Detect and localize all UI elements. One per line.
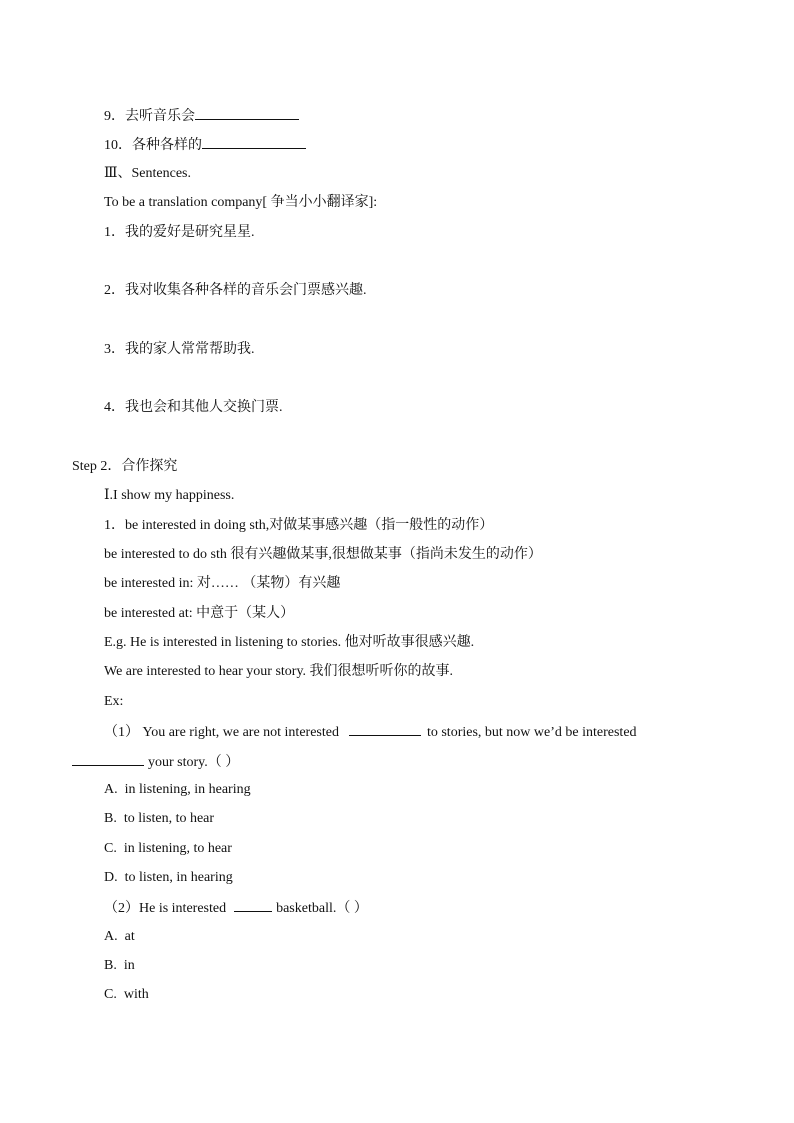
option-c[interactable] <box>104 839 232 859</box>
exercise-label: Ex: <box>104 694 124 709</box>
option-letter: C. <box>104 841 117 856</box>
option-text: with <box>123 987 149 1002</box>
option-letter: B. <box>104 811 117 826</box>
option-text: in listening, in hearing <box>124 782 251 797</box>
sentence-number: 2 <box>104 283 111 298</box>
option-a[interactable] <box>104 780 251 800</box>
sentence-item: 3．我的家人常常帮助我. <box>104 342 255 357</box>
vocab-text: 各种各样的 <box>132 138 202 153</box>
option-letter: D. <box>104 870 118 885</box>
sentence-number: 3 <box>104 342 111 357</box>
vocab-item-9: 9．去听音乐会 <box>104 105 299 127</box>
sentence-number: 1 <box>104 225 111 240</box>
answer-blank[interactable] <box>349 721 421 736</box>
grammar-point: be interested in: 对…… （某物）有兴趣 <box>104 576 341 591</box>
option-letter: A. <box>104 782 118 797</box>
sub-heading: Ⅰ.I show my happiness. <box>104 488 235 503</box>
sentence-number: 4 <box>104 400 111 415</box>
option-text: to listen, in hearing <box>124 870 233 885</box>
sentence-text: 我也会和其他人交换门票. <box>125 400 283 415</box>
vocab-item-10: 10．各种各样的 <box>104 134 306 156</box>
sentence-text: 我的爱好是研究星星. <box>125 225 255 240</box>
option-letter: C. <box>104 987 117 1002</box>
answer-blank[interactable] <box>72 751 144 766</box>
option-text: at <box>124 929 135 944</box>
option-b[interactable] <box>104 956 135 976</box>
answer-blank[interactable] <box>202 134 306 149</box>
vocab-number: 9 <box>104 109 111 124</box>
grammar-point: be interested at: 中意于（某人） <box>104 606 295 621</box>
answer-blank[interactable] <box>234 897 272 912</box>
section-intro: To be a translation company[ 争当小小翻译家]: <box>104 195 378 210</box>
sentence-item: 1．我的爱好是研究星星. <box>104 225 255 240</box>
step-heading: Step 2．合作探究 <box>72 459 178 474</box>
question-text: （2）He is interested <box>104 901 227 916</box>
option-text: in listening, to hear <box>123 841 232 856</box>
option-letter: A. <box>104 929 118 944</box>
option-b[interactable] <box>104 809 214 829</box>
option-c[interactable] <box>104 985 149 1005</box>
sentence-text: 我对收集各种各样的音乐会门票感兴趣. <box>125 283 367 298</box>
option-d[interactable] <box>104 868 233 888</box>
option-text: in <box>123 958 135 973</box>
grammar-point: 1．be interested in doing sth,对做某事感兴趣（指一般性的动作） <box>104 518 494 533</box>
vocab-text: 去听音乐会 <box>125 109 195 124</box>
sentence-item: 2．我对收集各种各样的音乐会门票感兴趣. <box>104 283 367 298</box>
section-heading: Ⅲ、Sentences. <box>104 166 191 181</box>
option-a[interactable] <box>104 927 135 947</box>
question-1-line-1 <box>104 721 637 743</box>
sentence-text: 我的家人常常帮助我. <box>125 342 255 357</box>
example-sentence: E.g. He is interested in listening to stories. 他对听故事很感兴趣. <box>104 635 475 650</box>
option-letter: B. <box>104 958 117 973</box>
question-1-line-2 <box>72 751 239 773</box>
question-text: （1） You are right, we are not interested <box>104 725 339 740</box>
vocab-number: 10 <box>104 138 118 153</box>
grammar-point: be interested to do sth 很有兴趣做某事,很想做某事（指尚未发生的动作） <box>104 547 542 562</box>
question-2 <box>104 897 368 919</box>
example-sentence: We are interested to hear your story. 我们很想听听你的故事. <box>104 664 454 679</box>
question-text: to stories, but now we’d be interested <box>426 725 637 740</box>
answer-blank[interactable] <box>195 105 299 120</box>
question-text: your story.（ ） <box>148 755 240 770</box>
sentence-item: 4．我也会和其他人交换门票. <box>104 400 283 415</box>
option-text: to listen, to hear <box>123 811 215 826</box>
question-text: basketball.（ ） <box>276 901 368 916</box>
